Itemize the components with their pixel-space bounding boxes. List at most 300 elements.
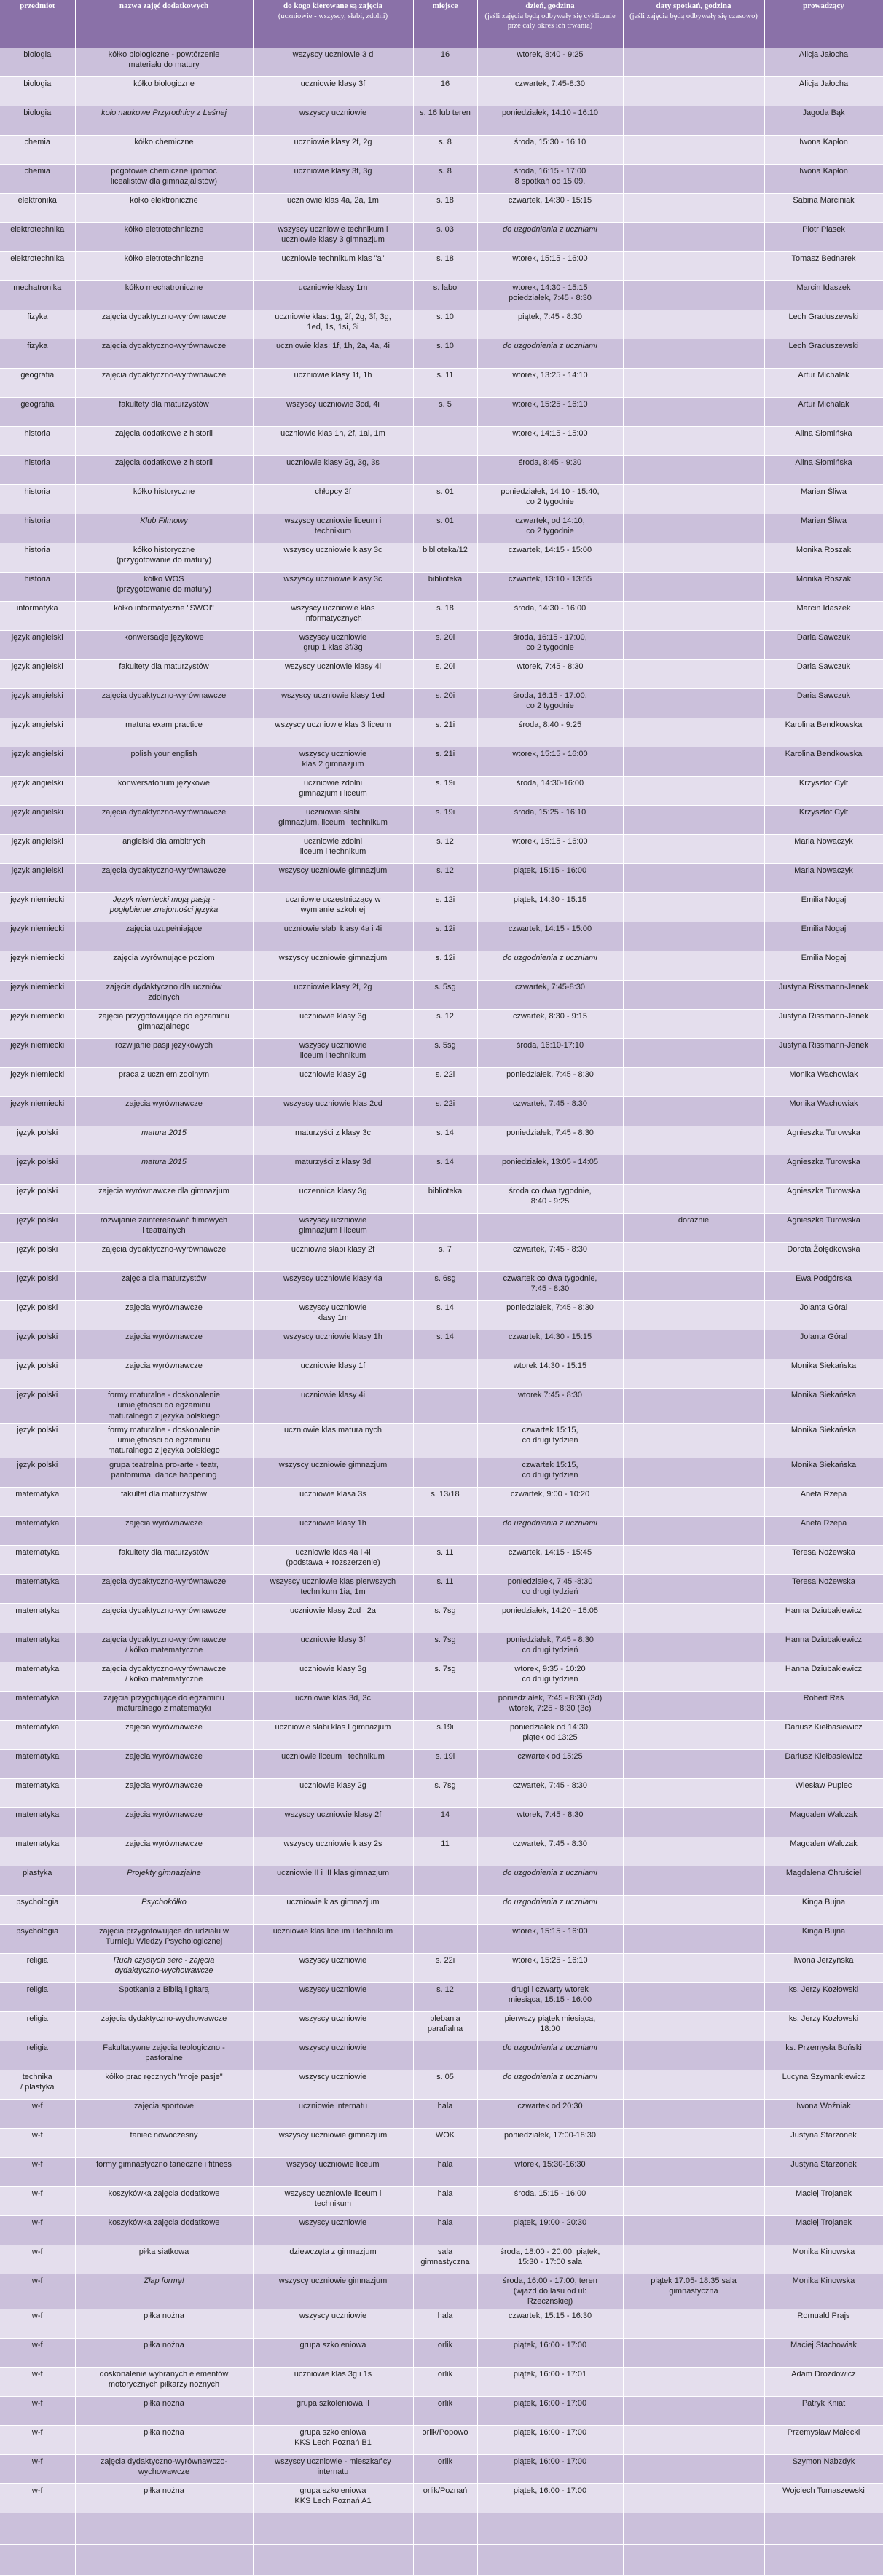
cell-teacher: Magdalena Chruściel <box>764 1866 883 1895</box>
cell-subject: język niemiecki <box>0 922 75 951</box>
cell-place: WOK <box>413 2128 477 2157</box>
empty-cell <box>413 2513 477 2544</box>
cell-place: 11 <box>413 1837 477 1866</box>
cell-place: s. 01 <box>413 514 477 543</box>
table-row <box>0 398 883 427</box>
cell-subject: matematyka <box>0 1545 75 1574</box>
cell-teacher: Krzysztof Cylt <box>764 777 883 806</box>
cell-teacher: Patryk Kniat <box>764 2396 883 2425</box>
header-meeting-dates: daty spotkań, godzina (jeśli zajęcia będą odbywały się czasowo) <box>623 0 764 48</box>
cell-day-time: do uzgodnienia z uczniami <box>477 2070 623 2099</box>
cell-day-time: wtorek, 9:35 - 10:20 co drugi tydzień <box>477 1662 623 1691</box>
cell-day-time: wtorek, 15:15 - 16:00 <box>477 835 623 864</box>
cell-activity-name: zajęcia dodatkowe z historii <box>75 427 253 456</box>
table-row <box>0 981 883 1010</box>
cell-activity-name: zajęcia wyrównawcze <box>75 1516 253 1545</box>
cell-place: s. 21i <box>413 747 477 777</box>
cell-meeting-dates <box>623 2215 764 2245</box>
cell-day-time: środa, 15:15 - 16:00 <box>477 2186 623 2215</box>
cell-subject: język niemiecki <box>0 1039 75 1068</box>
cell-day-time: wtorek, 15:25 - 16:10 <box>477 398 623 427</box>
cell-target-group: uczniowie klasy 3f, 3g <box>253 165 413 194</box>
cell-subject: w-f <box>0 2367 75 2396</box>
table-row <box>0 1662 883 1691</box>
table-row <box>0 1895 883 1924</box>
cell-activity-name: Psychokółko <box>75 1895 253 1924</box>
cell-meeting-dates <box>623 281 764 310</box>
cell-subject: historia <box>0 427 75 456</box>
cell-target-group: wszyscy uczniowie klasy 4i <box>253 660 413 689</box>
cell-target-group: uczniowie klas gimnazjum <box>253 1895 413 1924</box>
cell-place: s. 11 <box>413 1574 477 1603</box>
table-row <box>0 2157 883 2186</box>
cell-place: s. 20i <box>413 660 477 689</box>
cell-teacher: Alina Słomińska <box>764 456 883 485</box>
cell-activity-name: kółko historyczne <box>75 485 253 514</box>
table-row <box>0 2128 883 2157</box>
cell-target-group: wszyscy uczniowie liceum <box>253 2157 413 2186</box>
cell-subject: matematyka <box>0 1516 75 1545</box>
table-row <box>0 514 883 543</box>
cell-target-group: wszyscy uczniowie klasy 4a <box>253 1272 413 1301</box>
cell-activity-name: koło naukowe Przyrodnicy z Leśnej <box>75 106 253 136</box>
cell-activity-name: matura 2015 <box>75 1155 253 1185</box>
cell-subject: elektrotechnika <box>0 223 75 252</box>
cell-teacher: Ewa Podgórska <box>764 1272 883 1301</box>
table-row <box>0 806 883 835</box>
table-row <box>0 1953 883 1982</box>
cell-day-time: czwartek, 14:15 - 15:00 <box>477 922 623 951</box>
cell-subject: język angielski <box>0 864 75 893</box>
cell-day-time: poniedziałek, 14:10 - 15:40, co 2 tygodnie <box>477 485 623 514</box>
cell-meeting-dates <box>623 165 764 194</box>
cell-teacher: Sabina Marciniak <box>764 194 883 223</box>
cell-place <box>413 1866 477 1895</box>
empty-cell <box>0 2513 75 2544</box>
cell-meeting-dates <box>623 573 764 602</box>
cell-meeting-dates <box>623 2338 764 2367</box>
cell-subject: geografia <box>0 369 75 398</box>
table-row <box>0 951 883 981</box>
cell-teacher: Justyna Starzonek <box>764 2157 883 2186</box>
cell-teacher: Jagoda Bąk <box>764 106 883 136</box>
header-day-time: dzień, godzina (jeśli zajęcia będą odbywały się cyklicznie prze cały okres ich trwania) <box>477 0 623 48</box>
cell-subject: język polski <box>0 1126 75 1155</box>
cell-place: s. 12i <box>413 951 477 981</box>
cell-meeting-dates <box>623 2454 764 2483</box>
cell-teacher: Romuald Prajs <box>764 2309 883 2338</box>
table-row <box>0 747 883 777</box>
cell-place <box>413 1895 477 1924</box>
table-row <box>0 1185 883 1214</box>
cell-activity-name: kółko informatyczne "SWOI" <box>75 602 253 631</box>
cell-place: s. 12 <box>413 835 477 864</box>
cell-activity-name: zajęcia dydaktyczno-wyrównawcze <box>75 806 253 835</box>
table-header-row <box>0 0 883 48</box>
cell-meeting-dates <box>623 1574 764 1603</box>
cell-day-time: czwartek od 15:25 <box>477 1749 623 1778</box>
cell-day-time: piątek, 7:45 - 8:30 <box>477 310 623 339</box>
cell-subject: w-f <box>0 2425 75 2454</box>
cell-subject: matematyka <box>0 1807 75 1837</box>
cell-activity-name: zajęcia dydaktyczno-wyrównawcze <box>75 689 253 718</box>
cell-meeting-dates <box>623 777 764 806</box>
cell-teacher: Lech Graduszewski <box>764 310 883 339</box>
table-row <box>0 281 883 310</box>
cell-target-group: wszyscy uczniowie gimnazjum <box>253 951 413 981</box>
table-row <box>0 1545 883 1574</box>
table-row <box>0 2274 883 2309</box>
cell-activity-name: zajęcia dydaktyczno-wyrównawcze <box>75 339 253 369</box>
table-row <box>0 1749 883 1778</box>
cell-meeting-dates <box>623 1749 764 1778</box>
header-activity-name: nazwa zajęć dodatkowych <box>75 0 253 48</box>
cell-target-group: uczniowie zdolni liceum i technikum <box>253 835 413 864</box>
cell-teacher: Marian Śliwa <box>764 485 883 514</box>
cell-meeting-dates <box>623 1126 764 1155</box>
cell-place: s. 5sg <box>413 1039 477 1068</box>
cell-teacher: Magdalen Walczak <box>764 1807 883 1837</box>
cell-activity-name: zajęcia wyrównawcze <box>75 1807 253 1837</box>
cell-subject: religia <box>0 1982 75 2011</box>
cell-day-time: wtorek, 15:15 - 16:00 <box>477 747 623 777</box>
cell-teacher: Maciej Trojanek <box>764 2215 883 2245</box>
cell-meeting-dates <box>623 2070 764 2099</box>
empty-cell <box>413 2544 477 2575</box>
cell-day-time: czwartek, 7:45 - 8:30 <box>477 1837 623 1866</box>
cell-place: hala <box>413 2186 477 2215</box>
cell-meeting-dates <box>623 369 764 398</box>
cell-target-group: wszyscy uczniowie <box>253 1982 413 2011</box>
table-row <box>0 1272 883 1301</box>
cell-place: s. 8 <box>413 136 477 165</box>
cell-meeting-dates <box>623 893 764 922</box>
cell-meeting-dates <box>623 1010 764 1039</box>
empty-cell <box>253 2544 413 2575</box>
cell-subject: historia <box>0 573 75 602</box>
cell-meeting-dates <box>623 1487 764 1516</box>
cell-activity-name: praca z uczniem zdolnym <box>75 1068 253 1097</box>
cell-activity-name: kółko mechatroniczne <box>75 281 253 310</box>
cell-meeting-dates <box>623 398 764 427</box>
table-row <box>0 2396 883 2425</box>
cell-day-time: poniedziałek od 14:30, piątek od 13:25 <box>477 1720 623 1749</box>
cell-place: s. 6sg <box>413 1272 477 1301</box>
cell-teacher: Iwona Jerzyńska <box>764 1953 883 1982</box>
cell-teacher: Kinga Bujna <box>764 1924 883 1953</box>
cell-place <box>413 1516 477 1545</box>
cell-meeting-dates <box>623 1895 764 1924</box>
cell-meeting-dates <box>623 1778 764 1807</box>
cell-place: s. 7sg <box>413 1662 477 1691</box>
cell-place <box>413 1359 477 1389</box>
cell-target-group: uczniowie klasy 3g <box>253 1010 413 1039</box>
cell-activity-name: formy maturalne - doskonalenie umiejętności do egzaminu maturalnego z języka polskiego <box>75 1423 253 1458</box>
table-row <box>0 1010 883 1039</box>
table-row <box>0 194 883 223</box>
cell-meeting-dates <box>623 2099 764 2128</box>
cell-day-time: środa, 18:00 - 20:00, piątek, 15:30 - 17:00 sala <box>477 2245 623 2274</box>
header-target-group: do kogo kierowane są zajęcia (uczniowie - wszyscy, słabi, zdolni) <box>253 0 413 48</box>
cell-day-time: środa, 16:15 - 17:00, co 2 tygodnie <box>477 631 623 660</box>
cell-place: s. 14 <box>413 1301 477 1330</box>
cell-activity-name: koszykówka zajęcia dodatkowe <box>75 2215 253 2245</box>
cell-activity-name: zajęcia dydaktyczno-wyrównawcze <box>75 1243 253 1272</box>
cell-place: s. 20i <box>413 689 477 718</box>
cell-meeting-dates <box>623 981 764 1010</box>
cell-target-group: wszyscy uczniowie 3 d <box>253 48 413 77</box>
cell-place: hala <box>413 2157 477 2186</box>
cell-activity-name: zajęcia dydaktyczno-wyrównawcze <box>75 1603 253 1633</box>
cell-teacher: Justyna Rissmann-Jenek <box>764 1010 883 1039</box>
cell-meeting-dates <box>623 194 764 223</box>
cell-activity-name: zajęcia wyrównawcze <box>75 1720 253 1749</box>
cell-place: s. labo <box>413 281 477 310</box>
cell-target-group: uczniowie klas liceum i technikum <box>253 1924 413 1953</box>
cell-place: s. 22i <box>413 1097 477 1126</box>
cell-meeting-dates <box>623 1359 764 1389</box>
cell-activity-name: zajęcia wyrównawcze dla gimnazjum <box>75 1185 253 1214</box>
cell-target-group: uczniowie klasy 1m <box>253 281 413 310</box>
table-row <box>0 1359 883 1389</box>
cell-subject: religia <box>0 2011 75 2041</box>
cell-meeting-dates <box>623 514 764 543</box>
cell-day-time: środa, 8:40 - 9:25 <box>477 718 623 747</box>
table-row <box>0 602 883 631</box>
table-row <box>0 1924 883 1953</box>
cell-target-group: wszyscy uczniowie <box>253 2011 413 2041</box>
cell-teacher: Marcin Idaszek <box>764 602 883 631</box>
cell-teacher: Wiesław Pupiec <box>764 1778 883 1807</box>
cell-activity-name: taniec nowoczesny <box>75 2128 253 2157</box>
cell-place: s. 5 <box>413 398 477 427</box>
cell-subject: język polski <box>0 1243 75 1272</box>
table-row <box>0 660 883 689</box>
cell-day-time: środa, 15:30 - 16:10 <box>477 136 623 165</box>
cell-target-group: wszyscy uczniowie klasy 2f <box>253 1807 413 1837</box>
cell-meeting-dates <box>623 1516 764 1545</box>
cell-target-group: uczniowie zdolni gimnazjum i liceum <box>253 777 413 806</box>
cell-target-group: maturzyści z klasy 3d <box>253 1155 413 1185</box>
cell-teacher: Tomasz Bednarek <box>764 252 883 281</box>
cell-meeting-dates <box>623 864 764 893</box>
cell-place: s. 12 <box>413 864 477 893</box>
cell-teacher: Kinga Bujna <box>764 1895 883 1924</box>
cell-target-group: wszyscy uczniowie gimnazjum <box>253 1458 413 1487</box>
cell-day-time: do uzgodnienia z uczniami <box>477 1895 623 1924</box>
cell-place: s. 12i <box>413 893 477 922</box>
cell-place: orlik <box>413 2367 477 2396</box>
cell-target-group: uczniowie klas: 1f, 1h, 2a, 4a, 4i <box>253 339 413 369</box>
cell-meeting-dates <box>623 2367 764 2396</box>
table-row <box>0 1068 883 1097</box>
cell-subject: psychologia <box>0 1895 75 1924</box>
cell-day-time: czwartek, 13:10 - 13:55 <box>477 573 623 602</box>
cell-subject: język angielski <box>0 777 75 806</box>
cell-teacher: Hanna Dziubakiewicz <box>764 1662 883 1691</box>
cell-activity-name: zajęcia dydaktyczno-wyrównawcze <box>75 864 253 893</box>
cell-subject: język niemiecki <box>0 981 75 1010</box>
cell-place <box>413 2041 477 2070</box>
cell-meeting-dates <box>623 1953 764 1982</box>
empty-cell <box>764 2513 883 2544</box>
table-row <box>0 310 883 339</box>
table-row <box>0 922 883 951</box>
table-row <box>0 1097 883 1126</box>
cell-teacher: Agnieszka Turowska <box>764 1155 883 1185</box>
cell-teacher: Wojciech Tomaszewski <box>764 2483 883 2513</box>
cell-day-time: poniedziałek, 7:45 - 8:30 co drugi tydzień <box>477 1633 623 1662</box>
empty-cell <box>477 2544 623 2575</box>
cell-subject: język polski <box>0 1214 75 1243</box>
cell-meeting-dates <box>623 718 764 747</box>
table-row <box>0 1720 883 1749</box>
cell-target-group: uczniowie klas 4a i 4i (podstawa + rozszerzenie) <box>253 1545 413 1574</box>
empty-cell <box>75 2513 253 2544</box>
cell-subject: fizyka <box>0 310 75 339</box>
cell-teacher: Maciej Stachowiak <box>764 2338 883 2367</box>
cell-target-group: uczniowie klasy 2f, 2g <box>253 136 413 165</box>
cell-target-group: uczniowie klasy 2cd i 2a <box>253 1603 413 1633</box>
cell-subject: fizyka <box>0 339 75 369</box>
cell-target-group: wszyscy uczniowie klasy 1m <box>253 1301 413 1330</box>
cell-meeting-dates <box>623 2425 764 2454</box>
cell-place <box>413 1389 477 1424</box>
empty-cell <box>623 2513 764 2544</box>
cell-meeting-dates <box>623 48 764 77</box>
cell-teacher: Monika Wachowiak <box>764 1068 883 1097</box>
table-row <box>0 1574 883 1603</box>
cell-activity-name: zajęcia dydaktyczno dla uczniów zdolnych <box>75 981 253 1010</box>
cell-activity-name: zajęcia dla maturzystów <box>75 1272 253 1301</box>
cell-place: s. 7sg <box>413 1778 477 1807</box>
cell-activity-name: rozwijanie zainteresowań filmowych i teatralnych <box>75 1214 253 1243</box>
cell-activity-name: polish your english <box>75 747 253 777</box>
cell-target-group: uczniowie klas: 1g, 2f, 2g, 3f, 3g, 1ed, 1s, 1si, 3i <box>253 310 413 339</box>
cell-day-time: do uzgodnienia z uczniami <box>477 951 623 981</box>
cell-target-group: uczniowie słabi klasy 4a i 4i <box>253 922 413 951</box>
table-row <box>0 2309 883 2338</box>
cell-teacher: Hanna Dziubakiewicz <box>764 1603 883 1633</box>
cell-target-group: maturzyści z klasy 3c <box>253 1126 413 1155</box>
cell-target-group: grupa szkoleniowa <box>253 2338 413 2367</box>
cell-subject: język angielski <box>0 631 75 660</box>
cell-activity-name: zajęcia wyrównawcze <box>75 1301 253 1330</box>
cell-meeting-dates <box>623 1039 764 1068</box>
cell-activity-name: doskonalenie wybranych elementów motorycznych piłkarzy nożnych <box>75 2367 253 2396</box>
cell-day-time: czwartek, 14:15 - 15:00 <box>477 543 623 573</box>
cell-place: s. 22i <box>413 1068 477 1097</box>
table-row <box>0 1214 883 1243</box>
cell-subject: język angielski <box>0 806 75 835</box>
table-row <box>0 2367 883 2396</box>
cell-meeting-dates <box>623 1185 764 1214</box>
cell-target-group: uczennica klasy 3g <box>253 1185 413 1214</box>
cell-teacher: Monika Kinowska <box>764 2274 883 2309</box>
table-row <box>0 631 883 660</box>
cell-meeting-dates <box>623 631 764 660</box>
cell-target-group: uczniowie II i III klas gimnazjum <box>253 1866 413 1895</box>
cell-activity-name: formy maturalne - doskonalenie umiejętności do egzaminu maturalnego z języka polskiego <box>75 1389 253 1424</box>
cell-meeting-dates <box>623 602 764 631</box>
cell-activity-name: zajęcia wyrównawcze <box>75 1359 253 1389</box>
cell-target-group: wszyscy uczniowie klasy 3c <box>253 573 413 602</box>
cell-teacher: Emilia Nogaj <box>764 922 883 951</box>
cell-teacher: Maria Nowaczyk <box>764 835 883 864</box>
cell-activity-name: kółko biologiczne <box>75 77 253 106</box>
cell-target-group: wszyscy uczniowie liceum i technikum <box>253 2186 413 2215</box>
cell-day-time: do uzgodnienia z uczniami <box>477 339 623 369</box>
table-row <box>0 1866 883 1895</box>
cell-day-time: do uzgodnienia z uczniami <box>477 1866 623 1895</box>
cell-meeting-dates <box>623 1330 764 1359</box>
table-row <box>0 1458 883 1487</box>
cell-meeting-dates <box>623 2309 764 2338</box>
cell-meeting-dates <box>623 2396 764 2425</box>
cell-place: s. 20i <box>413 631 477 660</box>
table-row <box>0 2245 883 2274</box>
cell-day-time: poniedziałek, 7:45 - 8:30 (3d) wtorek, 7:25 - 8:30 (3c) <box>477 1691 623 1720</box>
cell-teacher: Marian Śliwa <box>764 514 883 543</box>
cell-teacher: Daria Sawczuk <box>764 660 883 689</box>
table-row <box>0 1126 883 1155</box>
cell-day-time: wtorek, 15:15 - 16:00 <box>477 252 623 281</box>
cell-meeting-dates <box>623 1691 764 1720</box>
cell-subject: w-f <box>0 2454 75 2483</box>
cell-teacher: Agnieszka Turowska <box>764 1185 883 1214</box>
cell-subject: religia <box>0 2041 75 2070</box>
cell-teacher: Maciej Trojanek <box>764 2186 883 2215</box>
cell-subject: język polski <box>0 1301 75 1330</box>
cell-teacher: Hanna Dziubakiewicz <box>764 1633 883 1662</box>
table-row <box>0 1807 883 1837</box>
cell-target-group: uczniowie klasa 3s <box>253 1487 413 1516</box>
cell-day-time: środa, 14:30-16:00 <box>477 777 623 806</box>
cell-subject: mechatronika <box>0 281 75 310</box>
cell-teacher: Iwona Kapłon <box>764 165 883 194</box>
cell-day-time: czwartek, 7:45-8:30 <box>477 981 623 1010</box>
cell-meeting-dates <box>623 1458 764 1487</box>
cell-activity-name: angielski dla ambitnych <box>75 835 253 864</box>
cell-teacher: Alicja Jałocha <box>764 48 883 77</box>
cell-teacher: Emilia Nogaj <box>764 893 883 922</box>
cell-subject: biologia <box>0 106 75 136</box>
table-row <box>0 1423 883 1458</box>
header-place: miejsce <box>413 0 477 48</box>
cell-teacher: Agnieszka Turowska <box>764 1214 883 1243</box>
cell-meeting-dates <box>623 2011 764 2041</box>
cell-activity-name: zajęcia dydaktyczno-wyrównawcze <box>75 310 253 339</box>
cell-place: s. 10 <box>413 339 477 369</box>
cell-teacher: Alicja Jałocha <box>764 77 883 106</box>
cell-activity-name: zajęcia dodatkowe z historii <box>75 456 253 485</box>
cell-meeting-dates <box>623 1155 764 1185</box>
cell-target-group: wszyscy uczniowie klas 2cd <box>253 1097 413 1126</box>
cell-teacher: Jolanta Góral <box>764 1301 883 1330</box>
cell-day-time: piątek, 19:00 - 20:30 <box>477 2215 623 2245</box>
cell-day-time: środa, 16:00 - 17:00, teren (wjazd do lasu od ul: Rzeczńskiej) <box>477 2274 623 2309</box>
cell-day-time <box>477 1214 623 1243</box>
cell-activity-name: piłka nożna <box>75 2309 253 2338</box>
cell-activity-name: fakultety dla maturzystów <box>75 660 253 689</box>
cell-place: s. 14 <box>413 1155 477 1185</box>
cell-target-group: chłopcy 2f <box>253 485 413 514</box>
cell-subject: w-f <box>0 2215 75 2245</box>
cell-day-time: czwartek, 7:45 - 8:30 <box>477 1097 623 1126</box>
cell-teacher: Adam Drozdowicz <box>764 2367 883 2396</box>
cell-activity-name: zajęcia wyrównawcze <box>75 1097 253 1126</box>
cell-teacher: Marcin Idaszek <box>764 281 883 310</box>
